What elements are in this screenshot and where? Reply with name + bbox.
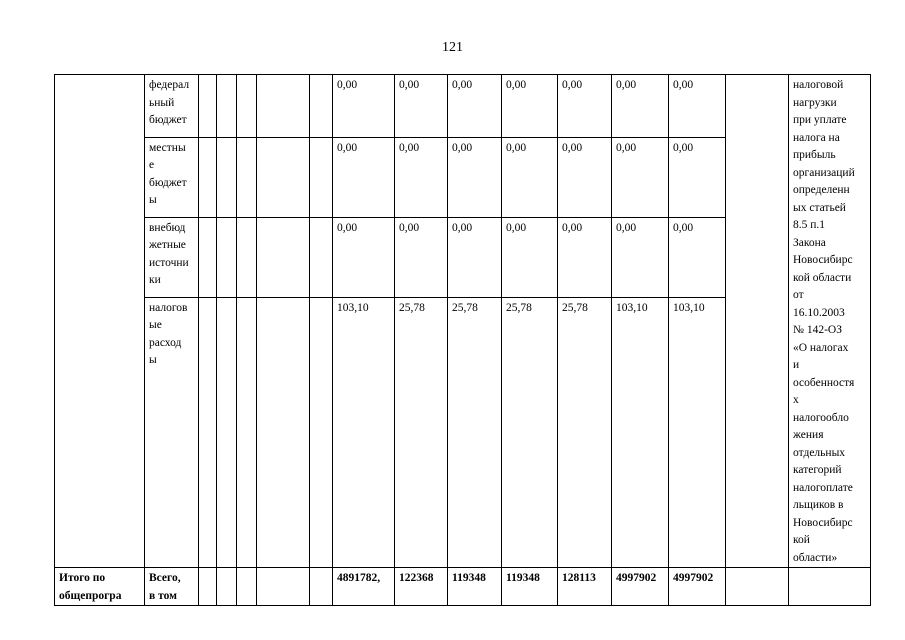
value-cell: 25,78 (395, 297, 448, 567)
value-cell: 0,00 (502, 75, 558, 138)
total-value-cell: 119348 (502, 568, 558, 606)
value-cell: 0,00 (448, 217, 502, 297)
value-cell: 103,10 (612, 297, 669, 567)
budget-table (54, 74, 871, 606)
value-cell: 25,78 (502, 297, 558, 567)
value-cell: 0,00 (612, 137, 669, 217)
total-value-cell: 119348 (448, 568, 502, 606)
source-cell: внебюд жетные источни ки (145, 217, 199, 297)
program-name-cell (55, 75, 145, 568)
note-cell: налоговой нагрузки при уплате налога на прибыль организаций определенн ых статьей 8.5 п.1 Закона Новосибирс кой области от 16.10.2003 № 142-ОЗ «О налогах и особенностя х налогообло жения отдельных категорий налогоплате льщиков в Новосибирс кой области» (789, 75, 871, 568)
value-cell: 0,00 (558, 137, 612, 217)
value-cell: 0,00 (669, 137, 726, 217)
total-row (55, 568, 871, 606)
value-cell: 0,00 (502, 217, 558, 297)
source-cell: налогов ые расход ы (145, 297, 199, 567)
total-label-cell: Итого по общепрогра (55, 568, 145, 606)
value-cell: 0,00 (333, 217, 395, 297)
value-cell: 0,00 (448, 137, 502, 217)
value-cell: 0,00 (612, 217, 669, 297)
total-value-cell: 128113 (558, 568, 612, 606)
value-cell: 0,00 (395, 137, 448, 217)
value-cell: 0,00 (669, 75, 726, 138)
source-cell: федерал ьный бюджет (145, 75, 199, 138)
table-row (55, 75, 871, 138)
value-cell: 0,00 (448, 75, 502, 138)
value-cell: 0,00 (333, 137, 395, 217)
total-value-cell: 4891782, (333, 568, 395, 606)
total-value-cell: 4997902 (612, 568, 669, 606)
value-cell: 0,00 (395, 75, 448, 138)
total-source-cell: Всего, в том (145, 568, 199, 606)
value-cell: 0,00 (669, 217, 726, 297)
value-cell: 25,78 (448, 297, 502, 567)
value-cell: 0,00 (558, 217, 612, 297)
total-value-cell: 4997902 (669, 568, 726, 606)
page-number: 121 (442, 40, 463, 55)
value-cell: 103,10 (669, 297, 726, 567)
source-cell: местны е бюджет ы (145, 137, 199, 217)
value-cell: 0,00 (395, 217, 448, 297)
value-cell: 0,00 (558, 75, 612, 138)
total-value-cell: 122368 (395, 568, 448, 606)
value-cell: 0,00 (333, 75, 395, 138)
value-cell: 0,00 (502, 137, 558, 217)
value-cell: 0,00 (612, 75, 669, 138)
value-cell: 25,78 (558, 297, 612, 567)
value-cell: 103,10 (333, 297, 395, 567)
